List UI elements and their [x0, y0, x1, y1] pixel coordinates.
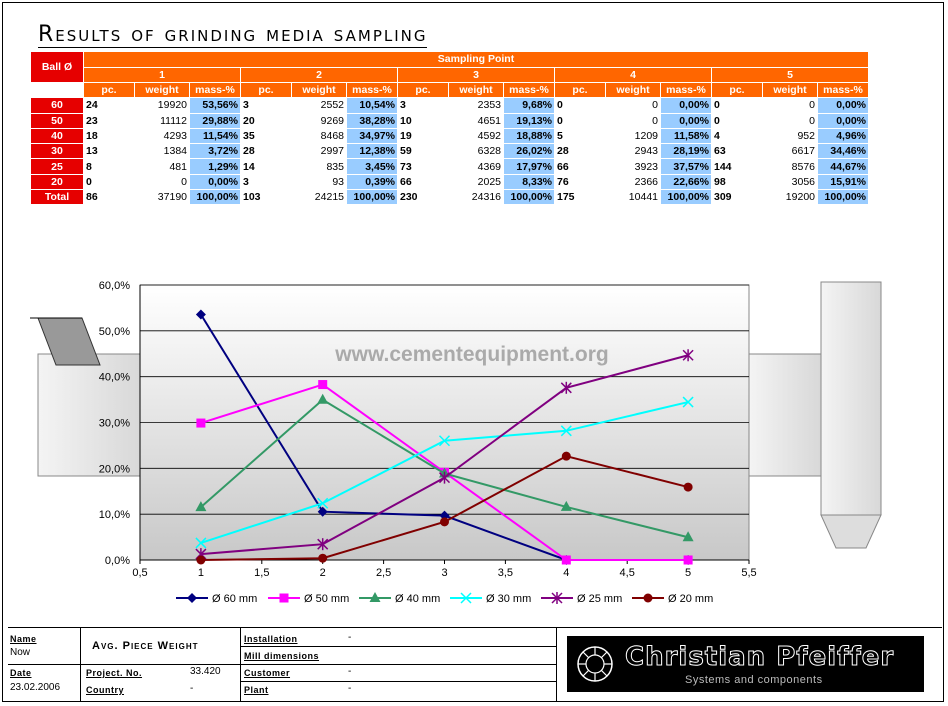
data-point: [562, 452, 571, 461]
logo-tagline: Systems and components: [685, 674, 823, 686]
page-title: Results of grinding media sampling: [38, 22, 428, 47]
x-tick-label: 3,5: [497, 567, 514, 579]
pieces-cell: 35: [241, 128, 292, 143]
mass-percent-cell: 0,39%: [347, 174, 398, 189]
mass-percent-cell: 0,00%: [661, 113, 712, 128]
mass-percent-cell: 3,45%: [347, 159, 398, 174]
chart-area: [0, 270, 948, 620]
line-chart: [0, 270, 948, 615]
weight-cell: 37190: [135, 190, 190, 205]
weight-cell: 3056: [763, 174, 818, 189]
sampling-point-5: 5: [712, 67, 869, 83]
pieces-cell: 144: [712, 159, 763, 174]
sampling-point-2: 2: [241, 67, 398, 83]
mass-percent-cell: 100,00%: [504, 190, 555, 205]
sampling-point-3: 3: [398, 67, 555, 83]
mass-percent-cell: 15,91%: [818, 174, 869, 189]
installation-value: -: [348, 632, 352, 643]
pieces-cell: 3: [241, 98, 292, 113]
column-header-mass: mass-%: [190, 83, 241, 98]
mass-percent-cell: 28,19%: [661, 144, 712, 159]
weight-cell: 0: [763, 113, 818, 128]
mass-percent-cell: 37,57%: [661, 159, 712, 174]
pieces-cell: 8: [84, 159, 135, 174]
data-point: [318, 380, 327, 389]
y-tick-label: 60,0%: [98, 280, 130, 292]
column-header-mass: mass-%: [818, 83, 869, 98]
project-value: 33.420: [190, 666, 221, 677]
logo-name: Christian Pfeiffer: [625, 642, 895, 672]
pieces-cell: 0: [84, 174, 135, 189]
weight-cell: 2997: [292, 144, 347, 159]
company-logo: [567, 636, 924, 692]
x-tick-label: 3: [441, 567, 448, 579]
customer-label: Customer: [244, 668, 291, 678]
watermark: www.cementequipment.org: [335, 343, 609, 366]
column-header-weight: weight: [449, 83, 504, 98]
mass-percent-cell: 22,66%: [661, 174, 712, 189]
mass-percent-cell: 0,00%: [818, 113, 869, 128]
weight-cell: 2943: [606, 144, 661, 159]
sampling-point-4: 4: [555, 67, 712, 83]
pieces-cell: 24: [84, 98, 135, 113]
mass-percent-cell: 100,00%: [818, 190, 869, 205]
pieces-cell: 66: [398, 174, 449, 189]
pieces-cell: 0: [712, 98, 763, 113]
customer-value: -: [348, 666, 352, 677]
pieces-cell: 66: [555, 159, 606, 174]
pieces-cell: 0: [712, 113, 763, 128]
weight-cell: 2552: [292, 98, 347, 113]
pieces-cell: 59: [398, 144, 449, 159]
mass-percent-cell: 100,00%: [661, 190, 712, 205]
pieces-cell: 98: [712, 174, 763, 189]
data-point: [684, 556, 693, 565]
ball-header: Ball Ø: [31, 52, 84, 83]
title-block: [8, 627, 942, 701]
weight-cell: 4651: [449, 113, 504, 128]
mass-percent-cell: 18,88%: [504, 128, 555, 143]
pieces-cell: 63: [712, 144, 763, 159]
pieces-cell: 76: [555, 174, 606, 189]
weight-cell: 952: [763, 128, 818, 143]
x-tick-label: 2: [319, 567, 326, 579]
mass-percent-cell: 0,00%: [661, 98, 712, 113]
mass-percent-cell: 1,29%: [190, 159, 241, 174]
plant-value: -: [348, 683, 352, 694]
weight-cell: 481: [135, 159, 190, 174]
mass-percent-cell: 38,28%: [347, 113, 398, 128]
weight-cell: 0: [606, 113, 661, 128]
y-tick-label: 20,0%: [98, 463, 130, 476]
mill-label: Mill dimensions: [244, 651, 320, 661]
data-point: [280, 594, 289, 603]
mass-percent-cell: 53,56%: [190, 98, 241, 113]
y-tick-label: 50,0%: [98, 325, 130, 338]
plant-label: Plant: [244, 685, 269, 695]
country-label: Country: [86, 685, 124, 695]
x-tick-label: 1: [197, 567, 204, 579]
pieces-cell: 10: [398, 113, 449, 128]
sampling-table: [30, 51, 869, 205]
mass-percent-cell: 26,02%: [504, 144, 555, 159]
ball-size-cell: 60: [31, 98, 84, 113]
pieces-cell: 19: [398, 128, 449, 143]
pieces-cell: 0: [555, 98, 606, 113]
weight-cell: 4293: [135, 128, 190, 143]
column-header-weight: weight: [135, 83, 190, 98]
y-tick-label: 30,0%: [98, 417, 130, 430]
pieces-cell: 28: [555, 144, 606, 159]
pieces-cell: 28: [241, 144, 292, 159]
weight-cell: 0: [606, 98, 661, 113]
weight-cell: 11112: [135, 113, 190, 128]
ball-size-cell: 20: [31, 174, 84, 189]
x-tick-label: 2,5: [375, 567, 392, 579]
pieces-cell: 0: [555, 113, 606, 128]
divider: [8, 664, 240, 665]
column-header-pc: pc.: [84, 83, 135, 98]
weight-cell: 1384: [135, 144, 190, 159]
pieces-cell: 86: [84, 190, 135, 205]
data-point: [562, 556, 571, 565]
logo-emblem-icon: [575, 644, 615, 684]
sampling-point-header: Sampling Point: [84, 52, 869, 68]
ball-size-cell: Total: [31, 190, 84, 205]
weight-cell: 19200: [763, 190, 818, 205]
mass-percent-cell: 0,00%: [190, 174, 241, 189]
pieces-cell: 73: [398, 159, 449, 174]
column-header-pc: pc.: [712, 83, 763, 98]
weight-cell: 835: [292, 159, 347, 174]
mass-percent-cell: 100,00%: [347, 190, 398, 205]
y-tick-label: 40,0%: [98, 371, 130, 384]
table-row: [31, 128, 869, 143]
mass-percent-cell: 0,00%: [818, 98, 869, 113]
mass-percent-cell: 19,13%: [504, 113, 555, 128]
ball-size-cell: 40: [31, 128, 84, 143]
divider: [240, 646, 556, 647]
column-header-pc: pc.: [555, 83, 606, 98]
weight-cell: 0: [135, 174, 190, 189]
column-header-pc: pc.: [241, 83, 292, 98]
data-point: [440, 517, 449, 526]
divider: [240, 681, 556, 682]
pieces-cell: 3: [398, 98, 449, 113]
legend-label: Ø 40 mm: [395, 593, 441, 605]
name-value: Now: [10, 647, 31, 658]
pieces-cell: 175: [555, 190, 606, 205]
date-label: Date: [10, 668, 32, 678]
pieces-cell: 23: [84, 113, 135, 128]
table-row: [31, 159, 869, 174]
x-tick-label: 0,5: [132, 567, 148, 579]
legend-label: Ø 20 mm: [668, 593, 714, 605]
date-value: 23.02.2006: [10, 682, 61, 693]
weight-cell: 6617: [763, 144, 818, 159]
data-point: [644, 594, 653, 603]
column-header-weight: weight: [606, 83, 661, 98]
pieces-cell: 103: [241, 190, 292, 205]
mass-percent-cell: 10,54%: [347, 98, 398, 113]
pieces-cell: 230: [398, 190, 449, 205]
weight-cell: 93: [292, 174, 347, 189]
mass-percent-cell: 100,00%: [190, 190, 241, 205]
mass-percent-cell: 11,54%: [190, 128, 241, 143]
table-row: [31, 144, 869, 159]
divider: [556, 628, 557, 701]
column-header-mass: mass-%: [347, 83, 398, 98]
weight-cell: 8468: [292, 128, 347, 143]
name-label: Name: [10, 634, 37, 644]
mass-percent-cell: 34,97%: [347, 128, 398, 143]
installation-label: Installation: [244, 634, 298, 644]
weight-cell: 2366: [606, 174, 661, 189]
data-point: [318, 554, 327, 563]
y-tick-label: 10,0%: [98, 509, 130, 522]
table-row: [31, 113, 869, 128]
column-header-mass: mass-%: [661, 83, 712, 98]
legend-label: Ø 25 mm: [577, 593, 623, 605]
pieces-cell: 3: [241, 174, 292, 189]
x-tick-label: 4,5: [619, 567, 635, 579]
y-tick-label: 0,0%: [104, 555, 130, 567]
weight-cell: 9269: [292, 113, 347, 128]
weight-cell: 4592: [449, 128, 504, 143]
mass-percent-cell: 4,96%: [818, 128, 869, 143]
blank-cell: [31, 83, 84, 98]
table-row: [31, 190, 869, 205]
mill-discharge-hopper: [821, 515, 881, 548]
pieces-cell: 309: [712, 190, 763, 205]
pieces-cell: 4: [712, 128, 763, 143]
column-header-weight: weight: [763, 83, 818, 98]
x-tick-label: 1,5: [254, 567, 270, 579]
weight-cell: 8576: [763, 159, 818, 174]
x-tick-label: 5: [685, 567, 692, 579]
column-header-pc: pc.: [398, 83, 449, 98]
mass-percent-cell: 12,38%: [347, 144, 398, 159]
pieces-cell: 5: [555, 128, 606, 143]
table-row: [31, 174, 869, 189]
mass-percent-cell: 3,72%: [190, 144, 241, 159]
footer-heading: Avg. Piece Weight: [92, 640, 199, 652]
weight-cell: 0: [763, 98, 818, 113]
ball-size-cell: 25: [31, 159, 84, 174]
weight-cell: 19920: [135, 98, 190, 113]
pieces-cell: 13: [84, 144, 135, 159]
mill-outlet-trunnion: [749, 354, 821, 476]
weight-cell: 10441: [606, 190, 661, 205]
mass-percent-cell: 44,67%: [818, 159, 869, 174]
table-row: [31, 98, 869, 113]
ball-size-cell: 30: [31, 144, 84, 159]
weight-cell: 24215: [292, 190, 347, 205]
column-header-weight: weight: [292, 83, 347, 98]
weight-cell: 6328: [449, 144, 504, 159]
weight-cell: 1209: [606, 128, 661, 143]
mill-discharge-housing: [821, 282, 881, 515]
x-tick-label: 4: [563, 567, 570, 579]
pieces-cell: 20: [241, 113, 292, 128]
legend-label: Ø 50 mm: [304, 593, 350, 605]
project-label: Project. No.: [86, 668, 143, 678]
pieces-cell: 18: [84, 128, 135, 143]
weight-cell: 4369: [449, 159, 504, 174]
weight-cell: 3923: [606, 159, 661, 174]
mass-percent-cell: 34,46%: [818, 144, 869, 159]
mass-percent-cell: 11,58%: [661, 128, 712, 143]
ball-size-cell: 50: [31, 113, 84, 128]
data-point: [684, 483, 693, 492]
pieces-cell: 14: [241, 159, 292, 174]
legend-label: Ø 60 mm: [212, 593, 258, 605]
weight-cell: 24316: [449, 190, 504, 205]
x-tick-label: 5,5: [741, 567, 757, 579]
weight-cell: 2025: [449, 174, 504, 189]
column-header-mass: mass-%: [504, 83, 555, 98]
mass-percent-cell: 9,68%: [504, 98, 555, 113]
mass-percent-cell: 29,88%: [190, 113, 241, 128]
legend-label: Ø 30 mm: [486, 593, 532, 605]
mass-percent-cell: 8,33%: [504, 174, 555, 189]
mass-percent-cell: 17,97%: [504, 159, 555, 174]
data-point: [196, 556, 205, 565]
country-value: -: [190, 683, 194, 694]
weight-cell: 2353: [449, 98, 504, 113]
divider: [240, 664, 556, 665]
data-point: [196, 419, 205, 428]
sampling-point-1: 1: [84, 67, 241, 83]
